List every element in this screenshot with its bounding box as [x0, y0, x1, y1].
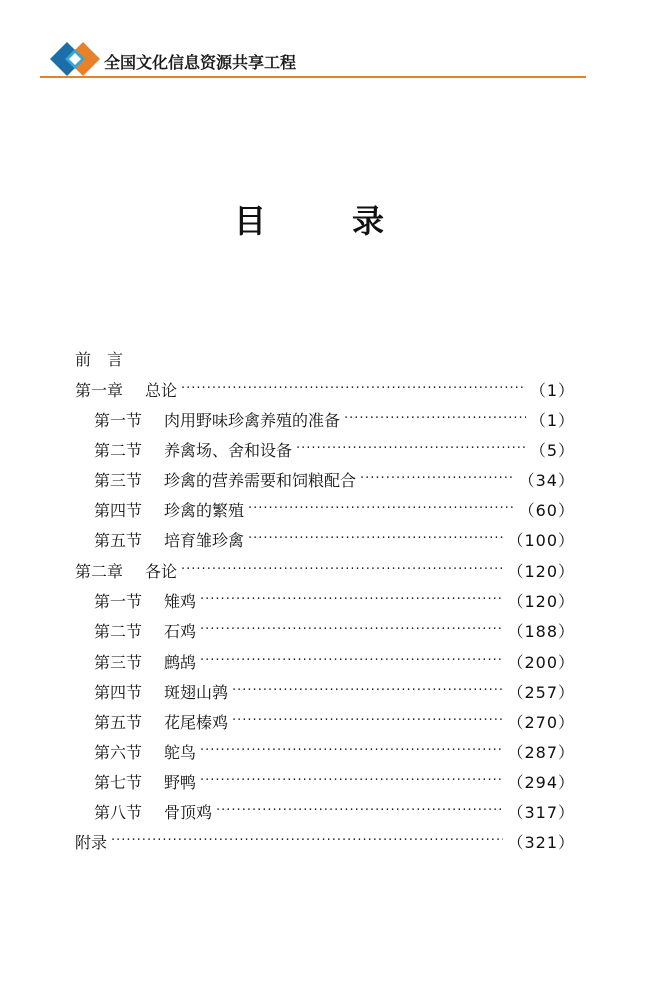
toc-label: 第八节	[94, 802, 143, 822]
toc-leader-dots	[200, 616, 503, 644]
toc-label: 第一节	[94, 591, 143, 611]
toc-title: 野鸭	[164, 772, 197, 792]
page-title-char-2: 录	[352, 202, 385, 240]
toc-title: 总论	[145, 380, 178, 400]
toc-page-number: （1）	[529, 410, 575, 430]
toc-title: 鸵鸟	[164, 742, 197, 762]
toc-entry-section[interactable]	[94, 405, 575, 433]
header-divider	[40, 76, 586, 78]
toc-entry-section[interactable]	[94, 465, 575, 493]
toc-title: 培育雏珍禽	[164, 530, 245, 550]
toc-entry-section[interactable]	[94, 435, 575, 463]
toc-entry-section[interactable]	[94, 707, 575, 735]
toc-leader-dots	[216, 797, 503, 825]
page-title	[0, 196, 646, 246]
toc-leader-dots	[360, 465, 515, 493]
toc-label: 第七节	[94, 772, 143, 792]
toc-entry-appendix[interactable]	[75, 827, 575, 855]
toc-title: 石鸡	[164, 621, 197, 641]
toc-title: 珍禽的营养需要和饲粮配合	[164, 470, 357, 490]
toc-title: 骨顶鸡	[164, 802, 213, 822]
toc-entry-section[interactable]	[94, 797, 575, 825]
toc-label: 第三节	[94, 652, 143, 672]
toc-leader-dots	[181, 375, 526, 403]
toc-page-number: （5）	[529, 440, 575, 460]
toc-page-number: （1）	[529, 380, 575, 400]
toc-title: 雉鸡	[164, 591, 197, 611]
toc-leader-dots	[200, 647, 503, 675]
toc-label: 第三节	[94, 470, 143, 490]
toc-label: 第一章	[75, 380, 124, 400]
toc-page-number: （257）	[507, 682, 575, 702]
toc-label: 附录	[75, 832, 108, 852]
page-header	[40, 40, 586, 78]
toc-entry-preface[interactable]	[75, 344, 575, 372]
page-title-char-1: 目	[234, 202, 267, 240]
toc-label: 第二节	[94, 440, 143, 460]
toc-label: 第六节	[94, 742, 143, 762]
logo-icon	[50, 42, 100, 76]
toc-label: 第二节	[94, 621, 143, 641]
toc-label: 前	[75, 349, 92, 369]
header-title: 全国文化信息资源共享工程	[104, 53, 297, 72]
toc-page-number: （188）	[507, 621, 575, 641]
toc-entry-section[interactable]	[94, 767, 575, 795]
toc-page-number: （120）	[507, 561, 575, 581]
toc-page-number: （60）	[518, 500, 575, 520]
toc-entry-section[interactable]	[94, 677, 575, 705]
toc-title: 各论	[145, 561, 178, 581]
toc-leader-dots	[248, 495, 515, 523]
toc-leader-dots	[344, 405, 526, 433]
toc-label: 第一节	[94, 410, 143, 430]
toc-leader-dots	[248, 525, 503, 553]
toc-entry-section[interactable]	[94, 525, 575, 553]
toc-page-number: （100）	[507, 530, 575, 550]
toc-page-number: （317）	[507, 802, 575, 822]
toc-page-number: （321）	[507, 832, 575, 852]
toc-page-number: （34）	[518, 470, 575, 490]
toc-page-number: （120）	[507, 591, 575, 611]
toc-title: 珍禽的繁殖	[164, 500, 245, 520]
toc-title: 养禽场、舍和设备	[164, 440, 293, 460]
toc-title: 斑翅山鹑	[164, 682, 229, 702]
toc-leader-dots	[200, 586, 503, 614]
toc-leader-dots	[200, 767, 503, 795]
toc-title: 肉用野味珍禽养殖的准备	[164, 410, 341, 430]
toc-label: 第二章	[75, 561, 124, 581]
toc-entry-section[interactable]	[94, 616, 575, 644]
toc-leader-dots	[111, 827, 503, 855]
toc-page-number: （287）	[507, 742, 575, 762]
toc-label: 第四节	[94, 500, 143, 520]
toc-title: 言	[107, 349, 124, 369]
toc-label: 第四节	[94, 682, 143, 702]
toc-page-number: （200）	[507, 652, 575, 672]
toc-entry-section[interactable]	[94, 586, 575, 614]
toc-leader-dots	[296, 435, 526, 463]
toc-leader-dots	[232, 677, 503, 705]
toc-label: 第五节	[94, 530, 143, 550]
toc-title: 鹧鸪	[164, 652, 197, 672]
toc-leader-dots	[232, 707, 503, 735]
toc-entry-chapter-2[interactable]	[75, 556, 575, 584]
toc-title: 花尾榛鸡	[164, 712, 229, 732]
toc-entry-chapter-1[interactable]	[75, 375, 575, 403]
toc-entry-section[interactable]	[94, 737, 575, 765]
toc-page-number: （294）	[507, 772, 575, 792]
toc-label: 第五节	[94, 712, 143, 732]
toc-entry-section[interactable]	[94, 495, 575, 523]
toc-entry-section[interactable]	[94, 647, 575, 675]
toc-page-number: （270）	[507, 712, 575, 732]
toc-leader-dots	[181, 556, 503, 584]
toc-leader-dots	[200, 737, 503, 765]
